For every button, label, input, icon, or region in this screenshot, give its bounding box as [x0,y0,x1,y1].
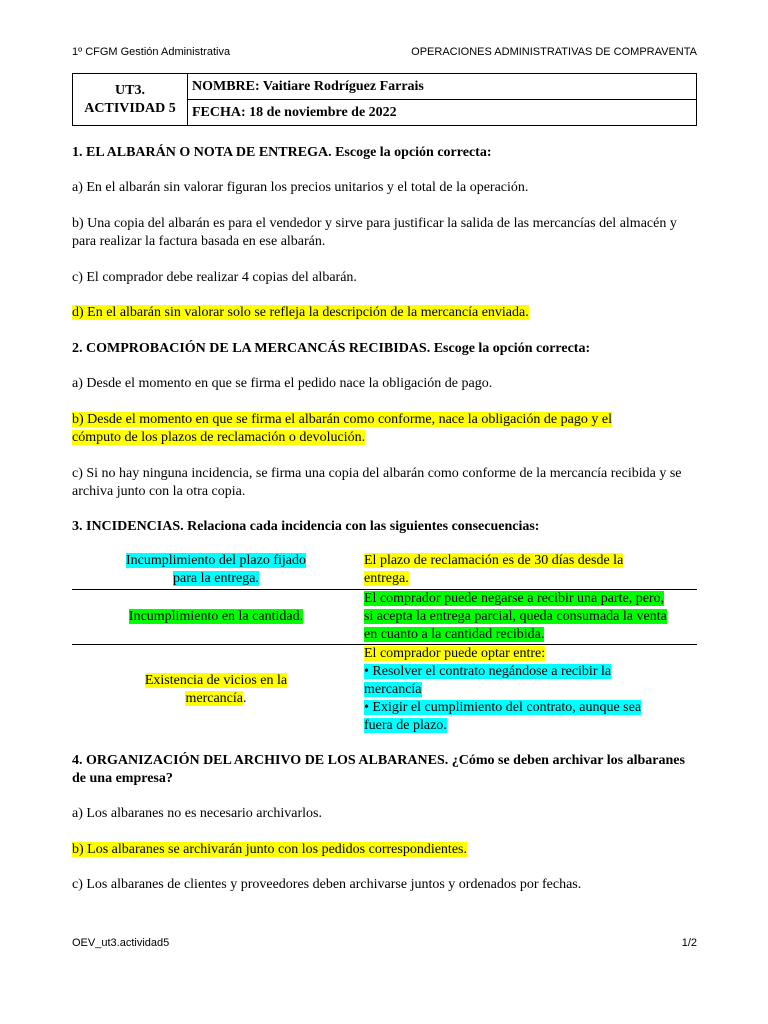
q1-option-b: b) Una copia del albarán es para el vendedor y sirve para justificar la salida de las mercancías del almacén y para realizar la factura basada en ese albarán. [72,216,677,249]
consequence-1: El plazo de reclamación es de 30 días desde la entrega. [364,553,624,586]
q3-title: 3. INCIDENCIAS. Relaciona cada incidencia con las siguientes consecuencias: [72,519,540,534]
incidence-2: Incumplimiento en la cantidad. [72,589,362,644]
q2-option-a: a) Desde el momento en que se firma el pedido nace la obligación de pago. [72,376,493,391]
q2-option-b-line2: cómputo de los plazos de reclamación o devolución. [72,430,366,445]
consequence-3: El comprador puede optar entre: • Resolver el contrato negándose a recibir la mercancía • Exigir el cumplimiento del contrato, aunque sea fuera de plazo. [362,644,697,735]
q1-option-d-answer: d) En el albarán sin valorar solo se refleja la descripción de la mercancía enviada. [72,305,529,320]
q4-option-a: a) Los albaranes no es necesario archivarlos. [72,806,322,821]
q1-title: 1. EL ALBARÁN O NOTA DE ENTREGA. Escoge la opción correcta: [72,145,492,160]
incidence-1: Incumplimiento del plazo fijado para la entrega. [125,553,306,587]
q2-option-b-line1: b) Desde el momento en que se firma el albarán como conforme, nace la obligación de pago y el [72,412,612,427]
page-number: 1/2 [681,937,697,949]
page-footer-left: OEV_ut3.actividad5 [72,937,170,949]
incidence-3: Existencia de vicios en la mercancía. [72,644,362,735]
incidences-table [72,552,697,735]
page-header-left: 1º CFGM Gestión Administrativa [72,46,231,58]
unit-activity-cell [73,74,188,126]
page-header-right: OPERACIONES ADMINISTRATIVAS DE COMPRAVENTA [411,46,697,58]
q2-option-c: c) Si no hay ninguna incidencia, se firma una copia del albarán como conforme de la mercancía recibida y se archiva junto con la otra copia. [72,466,682,499]
q2-option-b-answer [72,411,697,447]
consequence-2: El comprador puede negarse a recibir una parte, pero, si acepta la entrega parcial, queda consumada la venta en cuanto a la cantidad recibida. [362,589,697,644]
incidence-row-2 [72,589,697,644]
q1-option-c: c) El comprador debe realizar 4 copias del albarán. [72,270,357,285]
student-info-box [72,73,697,126]
student-name: NOMBRE: Vaitiare Rodríguez Farrais [188,74,697,100]
incidence-row-1 [72,552,697,589]
q4-option-b-answer: b) Los albaranes se archivarán junto con los pedidos correspondientes. [72,842,467,857]
q2-title: 2. COMPROBACIÓN DE LA MERCANCÁS RECIBIDAS. Escoge la opción correcta: [72,341,591,356]
incidence-row-3 [72,644,697,735]
activity-label: ACTIVIDAD 5 [84,100,176,116]
unit-label: UT3. [115,82,145,98]
activity-date: FECHA: 18 de noviembre de 2022 [188,100,697,126]
q4-title: 4. ORGANIZACIÓN DEL ARCHIVO DE LOS ALBARANES. ¿Cómo se deben archivar los albaranes de una empresa? [72,753,685,786]
q4-option-c: c) Los albaranes de clientes y proveedores deben archivarse juntos y ordenados por fechas. [72,877,582,892]
q1-option-a: a) En el albarán sin valorar figuran los precios unitarios y el total de la operación. [72,180,529,195]
